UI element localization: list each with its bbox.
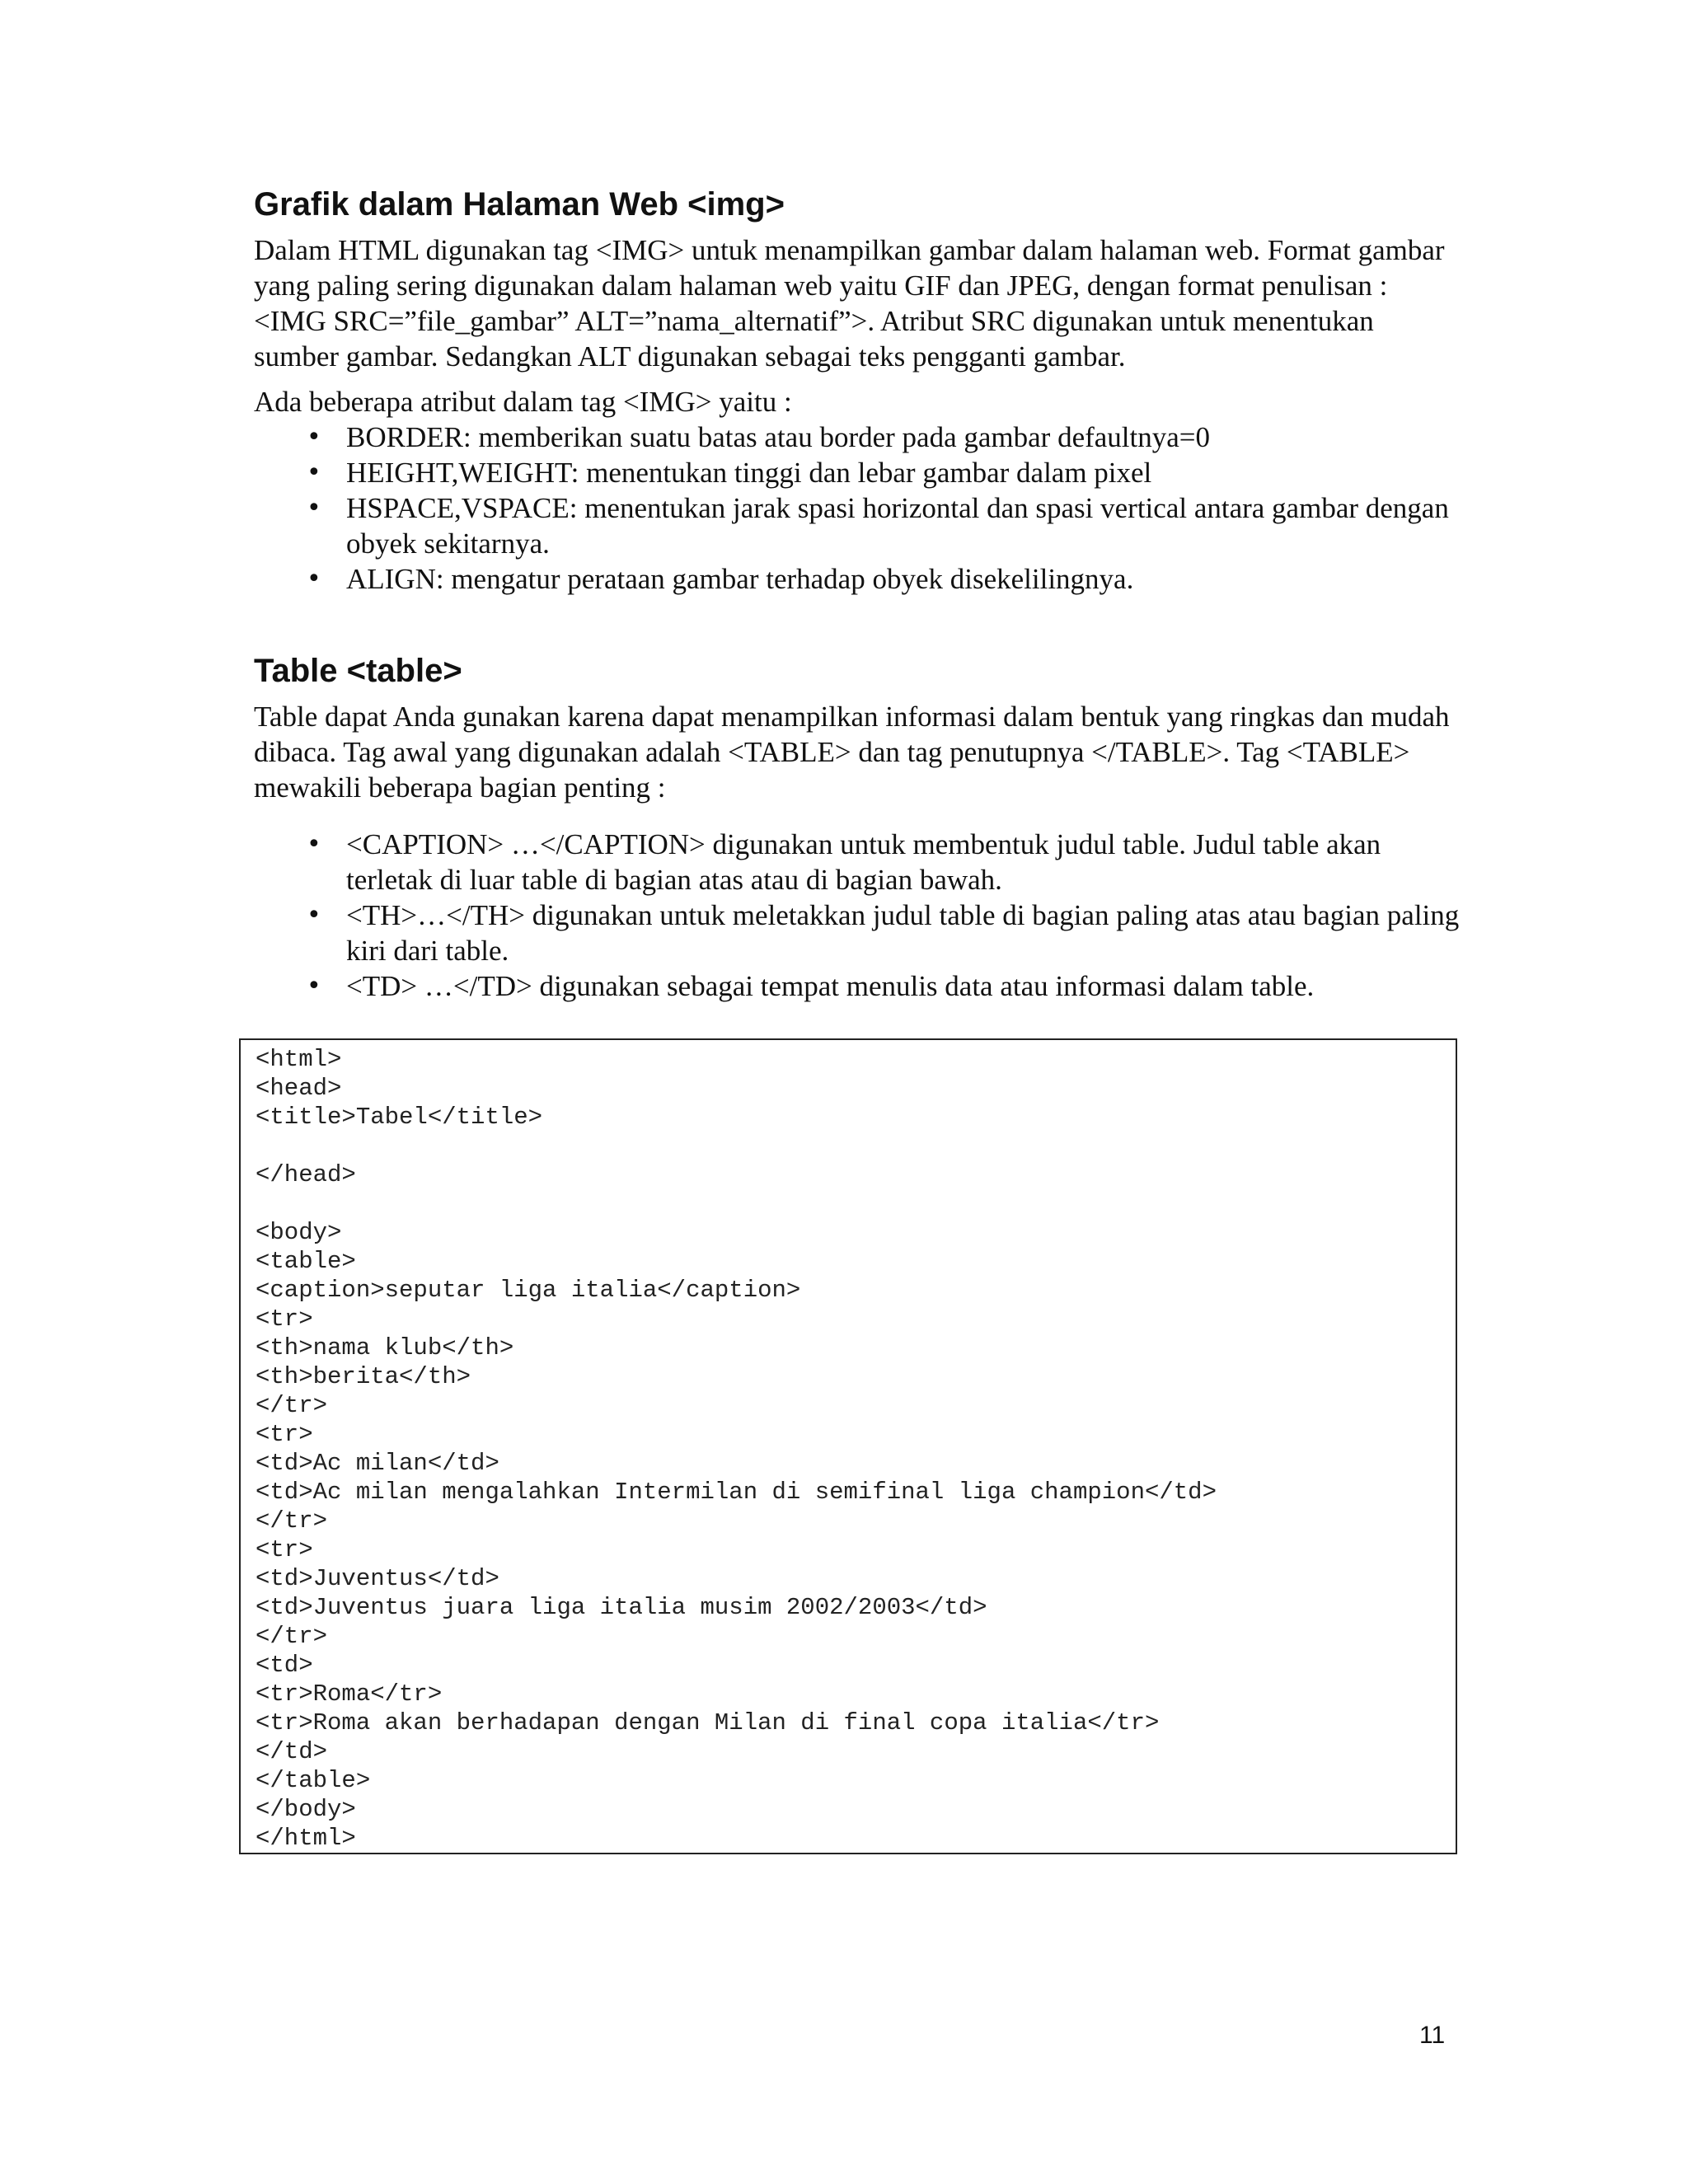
code-line: <td> bbox=[256, 1652, 313, 1679]
page-number: 11 bbox=[1419, 2022, 1446, 2049]
code-line: </tr> bbox=[256, 1623, 328, 1650]
list-item: • HEIGHT,WEIGHT: menentukan tinggi dan lebar gambar dalam pixel bbox=[307, 457, 1152, 489]
paragraph-table-intro: Table dapat Anda gunakan karena dapat menampilkan informasi dalam bentuk yang ringkas dan mudah dibaca. Tag awal yang digunakan adalah <TABLE> dan tag penutupnya </TABLE>. Tag <TABLE> mewakili beberapa bagian penting : bbox=[254, 701, 1450, 804]
list-item: • <TH>…</TH> digunakan untuk meletakkan judul table di bagian paling atas atau bagian paling kiri dari table. bbox=[307, 899, 1460, 967]
code-line: <tr> bbox=[256, 1305, 313, 1333]
code-line: </body> bbox=[256, 1796, 356, 1823]
img-attribute-list bbox=[254, 419, 1465, 597]
code-listing bbox=[239, 1038, 1457, 1854]
code-line: <html> bbox=[256, 1046, 342, 1073]
bullet-icon: • bbox=[307, 494, 321, 523]
bullet-icon: • bbox=[307, 458, 321, 487]
section-heading-table: Table <table> bbox=[254, 653, 462, 689]
code-line: <th>berita</th> bbox=[256, 1363, 471, 1390]
code-line: </tr> bbox=[256, 1392, 328, 1419]
bullet-icon: • bbox=[307, 830, 321, 859]
list-item: • HSPACE,VSPACE: menentukan jarak spasi horizontal dan spasi vertical antara gambar dengan obyek sekitarnya. bbox=[307, 492, 1449, 560]
code-line bbox=[256, 1132, 1456, 1160]
code-line: <tr> bbox=[256, 1421, 313, 1448]
list-item: • BORDER: memberikan suatu batas atau border pada gambar defaultnya=0 bbox=[307, 421, 1211, 453]
code-line: <td>Ac milan mengalahkan Intermilan di semifinal liga champion</td> bbox=[256, 1479, 1217, 1506]
paragraph-img-attributes: Ada beberapa atribut dalam tag <IMG> yaitu : bbox=[254, 386, 792, 418]
code-line: <head> bbox=[256, 1075, 342, 1102]
section-heading-grafik: Grafik dalam Halaman Web <img> bbox=[254, 186, 785, 223]
bullet-icon: • bbox=[307, 423, 321, 452]
code-line: </table> bbox=[256, 1767, 371, 1794]
table-tag-list bbox=[254, 827, 1465, 1004]
code-line: </head> bbox=[256, 1161, 356, 1188]
list-item: • <CAPTION> …</CAPTION> digunakan untuk membentuk judul table. Judul table akan terletak di luar table di bagian atas atau di bagian bawah. bbox=[307, 828, 1381, 896]
code-line: </tr> bbox=[256, 1507, 328, 1535]
code-line: <body> bbox=[256, 1219, 342, 1246]
code-line: <tr> bbox=[256, 1536, 313, 1563]
list-item: • <TD> …</TD> digunakan sebagai tempat menulis data atau informasi dalam table. bbox=[307, 970, 1315, 1002]
code-line bbox=[256, 1189, 1456, 1218]
code-line: </td> bbox=[256, 1738, 328, 1765]
code-line: </html> bbox=[256, 1825, 356, 1852]
code-line: <th>nama klub</th> bbox=[256, 1334, 514, 1361]
code-line: <caption>seputar liga italia</caption> bbox=[256, 1277, 801, 1304]
page-content bbox=[254, 180, 1465, 1004]
code-line: <td>Juventus juara liga italia musim 2002/2003</td> bbox=[256, 1594, 987, 1621]
code-line: <tr>Roma akan berhadapan dengan Milan di final copa italia</tr> bbox=[256, 1709, 1160, 1736]
bullet-icon: • bbox=[307, 565, 321, 593]
bullet-icon: • bbox=[307, 972, 321, 1001]
code-line: <td>Ac milan</td> bbox=[256, 1450, 499, 1477]
paragraph-img-intro: Dalam HTML digunakan tag <IMG> untuk menampilkan gambar dalam halaman web. Format gambar yang paling sering digunakan dalam halaman web yaitu GIF dan JPEG, dengan format penulisan : <IMG SRC=”file_gambar” ALT=”nama_alternatif”>. Atribut SRC digunakan untuk menentukan sumber gambar. Sedangkan ALT digunakan sebagai teks pengganti gambar. bbox=[254, 234, 1445, 373]
code-line: <table> bbox=[256, 1248, 356, 1275]
code-line: <td>Juventus</td> bbox=[256, 1565, 499, 1592]
code-line: <tr>Roma</tr> bbox=[256, 1680, 443, 1708]
list-item: • ALIGN: mengatur perataan gambar terhadap obyek disekelilingnya. bbox=[307, 563, 1134, 595]
code-line: <title>Tabel</title> bbox=[256, 1104, 543, 1131]
bullet-icon: • bbox=[307, 901, 321, 930]
